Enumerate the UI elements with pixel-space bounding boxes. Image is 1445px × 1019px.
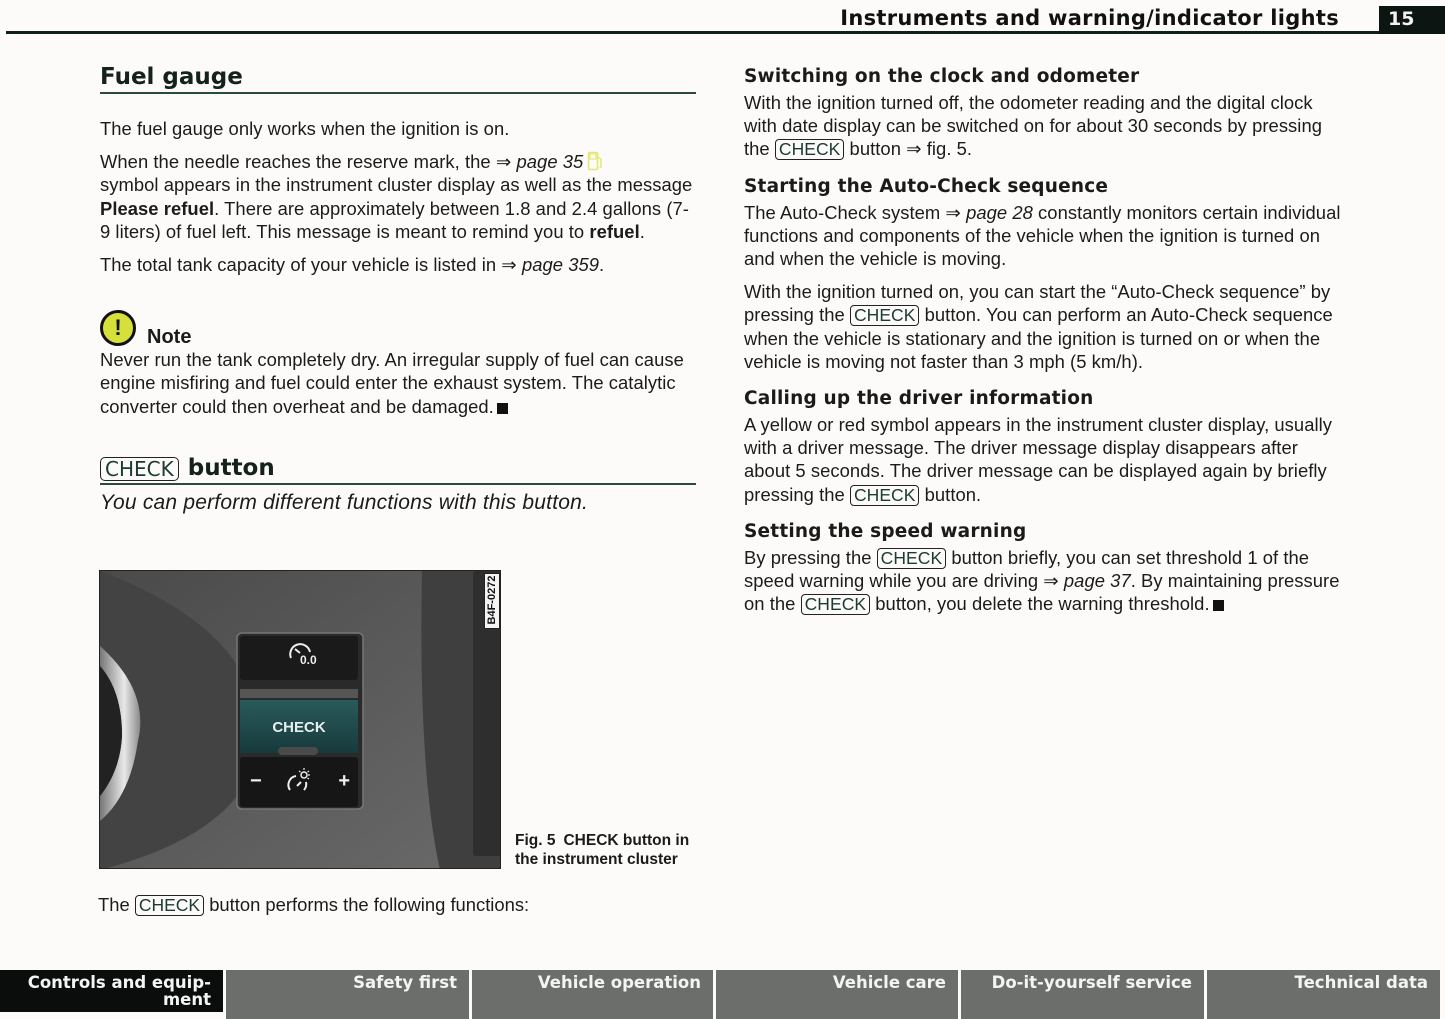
speed-warning-heading: Setting the speed warning <box>744 520 1027 542</box>
note-block <box>100 310 696 418</box>
chapter-title: Instruments and warning/indicator lights <box>840 6 1339 30</box>
check-key-label: CHECK <box>877 548 947 569</box>
chapter-tab-bar <box>0 970 1445 1019</box>
check-section-intro: You can perform different functions with this button. <box>100 490 589 514</box>
page-359-link[interactable]: page 359 <box>521 254 600 276</box>
note-text: Never run the tank completely dry. An irregular supply of fuel can cause engine misfiring and fuel could enter the exhaust system. The catalytic converter could then overheat and be damaged. <box>100 349 684 417</box>
driver-info-heading: Calling up the driver information <box>744 388 1094 410</box>
odometer-reset-button[interactable]: 0.0 <box>286 640 326 670</box>
page-37-link[interactable]: page 37 <box>1063 570 1131 592</box>
fuel-gauge-p2: When the needle reaches the reserve mark, the ⇒ page 35 symbol appears in the instrument cluster display as well as the message Please refuel. There are approximately between 1.8 and 2.4 gallons (7-9 liters) of fuel left. This message is meant to remind you to refuel. <box>100 151 693 242</box>
check-functions-intro: The CHECK button performs the following functions: <box>98 894 530 915</box>
check-key-label: CHECK <box>850 305 920 326</box>
auto-check-p1: The Auto-Check system ⇒ page 28 constantly monitors certain individual functions and components of the vehicle when the ignition is turned on and when the vehicle is moving. <box>744 201 1341 270</box>
dimmer-minus-button[interactable]: − <box>250 769 262 792</box>
check-key-label: CHECK <box>135 895 204 916</box>
figure-caption: Fig. 5 CHECK button in the instrument cluster <box>515 832 690 868</box>
clock-odometer-heading: Switching on the clock and odometer <box>744 66 1140 87</box>
end-of-section-mark <box>497 403 508 414</box>
dimmer-control <box>250 767 350 795</box>
left-column <box>100 64 696 514</box>
instrument-illumination-icon <box>284 768 316 794</box>
page-28-link[interactable]: page 28 <box>966 201 1033 223</box>
check-key-label: CHECK <box>775 139 845 160</box>
page-35-link[interactable]: page 35 <box>516 151 584 173</box>
check-key-label: CHECK <box>801 594 871 615</box>
section-auto-check <box>744 176 1344 373</box>
tab-vehicle-operation[interactable]: Vehicle operation <box>472 970 713 1019</box>
dimmer-plus-button[interactable]: + <box>338 769 350 792</box>
auto-check-heading: Starting the Auto-Check sequence <box>744 175 1109 197</box>
fuel-gauge-p3: The total tank capacity of your vehicle is listed in ⇒ page 359. <box>100 254 605 276</box>
running-header <box>0 0 1445 36</box>
check-button-photo <box>99 570 501 869</box>
driver-info-text: A yellow or red symbol appears in the instrument cluster display, usually with a driver message. The driver message display disappears after about 5 seconds. The driver message can be displayed again by briefly pressing the CHECK button. <box>744 414 1332 505</box>
tab-vehicle-care[interactable]: Vehicle care <box>716 970 958 1019</box>
end-of-section-mark <box>1213 600 1224 611</box>
figure-code-label: B4F-0272 <box>484 573 500 629</box>
note-title: Note <box>147 326 192 349</box>
fuel-pump-icon <box>587 151 604 171</box>
clock-odometer-text: With the ignition turned off, the odometer reading and the digital clock with date display can be switched on for about 30 seconds by pressing the CHECK button ⇒ fig. 5. <box>744 92 1322 160</box>
check-key-label: CHECK <box>850 485 920 506</box>
tab-technical-data[interactable]: Technical data <box>1207 970 1440 1019</box>
tab-controls-and-equipment[interactable]: Controls and equip- ment <box>0 970 223 1012</box>
header-rule <box>6 31 1445 34</box>
tab-safety-first[interactable]: Safety first <box>226 970 469 1019</box>
section-driver-info <box>744 388 1344 506</box>
fuel-gauge-p1: The fuel gauge only works when the ignition is on. <box>100 118 510 139</box>
page-number: 15 <box>1379 6 1445 34</box>
caution-exclamation-icon: ! <box>100 310 136 346</box>
right-column <box>744 66 1344 615</box>
check-button[interactable]: CHECK <box>272 719 326 736</box>
tab-do-it-yourself-service[interactable]: Do-it-yourself service <box>961 970 1204 1019</box>
fuel-gauge-heading: Fuel gauge <box>100 64 696 94</box>
check-button-heading: CHECK button <box>100 455 696 485</box>
section-speed-warning <box>744 521 1344 616</box>
auto-check-p2: With the ignition turned on, you can start the “Auto-Check sequence” by pressing the CHECK button. You can perform an Auto-Check sequence when the vehicle is stationary and the ignition is turned on or when the vehicle is moving not faster than 3 mph (5 km/h). <box>744 281 1333 372</box>
speed-warning-text: By pressing the CHECK button briefly, you can set threshold 1 of the speed warning while you are driving ⇒ page 37. By maintaining pressure on the CHECK button, you delete the warning threshold. <box>744 546 1340 615</box>
section-clock-odometer <box>744 66 1344 161</box>
check-key-label: CHECK <box>100 457 179 481</box>
